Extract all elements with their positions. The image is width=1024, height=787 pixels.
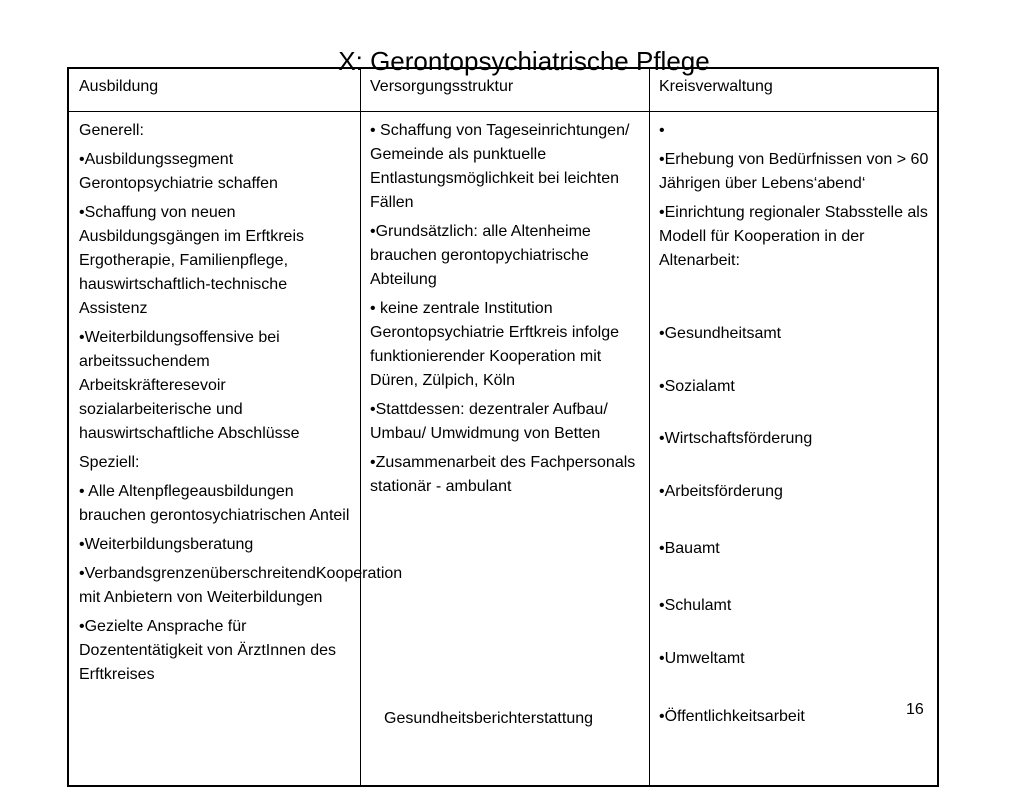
amt-item: •Schulamt	[659, 597, 732, 614]
versorgung-item: • keine zentrale Institution Gerontopsychiatrie Erftkreis infolge funktionierender Kooperation mit Düren, Zülpich, Köln	[370, 300, 619, 389]
cell-kreisverwaltung	[659, 119, 934, 278]
versorgung-item: •Grundsätzlich: alle Altenheime brauchen gerontopychiatrische Abteilung	[370, 223, 591, 288]
kreisverwaltung-item: •Erhebung von Bedürfnissen von > 60 Jährigen über Lebens‘abend‘	[659, 151, 929, 192]
ausbildung-item: •Weiterbildungsberatung	[79, 536, 254, 553]
versorgung-item: •Zusammenarbeit des Fachpersonals stationär - ambulant	[370, 454, 636, 495]
column-divider	[649, 69, 650, 785]
amt-item: •Wirtschaftsförderung	[659, 430, 813, 447]
ausbildung-item: •Weiterbildungsoffensive bei arbeitssuchendem Arbeitskräfteresevoir sozialarbeiterische und hauswirtschaftliche Abschlüsse	[79, 329, 300, 442]
ausbildung-item: • Alle Altenpflegeausbildungen brauchen gerontosychiatrischen Anteil	[79, 483, 350, 524]
cell-ausbildung	[79, 119, 403, 692]
slide-title: X: Gerontopsychiatrische Pflege	[338, 46, 710, 77]
ausbildung-item: •Ausbildungssegment Gerontopsychiatrie schaffen	[79, 151, 278, 192]
amt-item: •Arbeitsförderung	[659, 483, 783, 500]
column-divider	[360, 69, 361, 785]
ausbildung-item: •Gezielte Ansprache für Dozententätigkeit von ÄrztInnen des Erftkreises	[79, 618, 337, 683]
cell-versorgungsstruktur	[370, 119, 642, 504]
versorgung-item: •Stattdessen: dezentraler Aufbau/ Umbau/ Umwidmung von Betten	[370, 401, 608, 442]
amt-item: •Bauamt	[659, 540, 720, 557]
amt-item: •Gesundheitsamt	[659, 325, 782, 342]
versorgung-footer: Gesundheitsberichterstattung	[384, 710, 594, 727]
versorgung-item: • Schaffung von Tageseinrichtungen/ Gemeinde als punktuelle Entlastungsmöglichkeit bei leichten Fällen	[370, 122, 630, 211]
table-header-row	[69, 69, 937, 112]
header-versorgungsstruktur: Versorgungsstruktur	[370, 78, 514, 95]
kreisverwaltung-item: •	[659, 122, 665, 139]
ausbildung-item: Speziell:	[79, 454, 140, 471]
ausbildung-item: •VerbandsgrenzenüberschreitendKooperation mit Anbietern von Weiterbildungen	[79, 565, 403, 606]
kreisverwaltung-item: •Einrichtung regionaler Stabsstelle als Modell für Kooperation in der Altenarbeit:	[659, 204, 928, 269]
amt-item: •Öffentlichkeitsarbeit	[659, 708, 805, 725]
amt-item: •Sozialamt	[659, 378, 735, 395]
header-kreisverwaltung: Kreisverwaltung	[659, 78, 773, 95]
amt-item: •Umweltamt	[659, 650, 745, 667]
header-ausbildung: Ausbildung	[79, 78, 159, 95]
page-number: 16	[906, 701, 924, 718]
ausbildung-item: •Schaffung von neuen Ausbildungsgängen im Erftkreis Ergotherapie, Familienpflege, hauswirtschaftlich-technische Assistenz	[79, 204, 305, 317]
content-table	[67, 67, 939, 787]
ausbildung-item: Generell:	[79, 122, 144, 139]
